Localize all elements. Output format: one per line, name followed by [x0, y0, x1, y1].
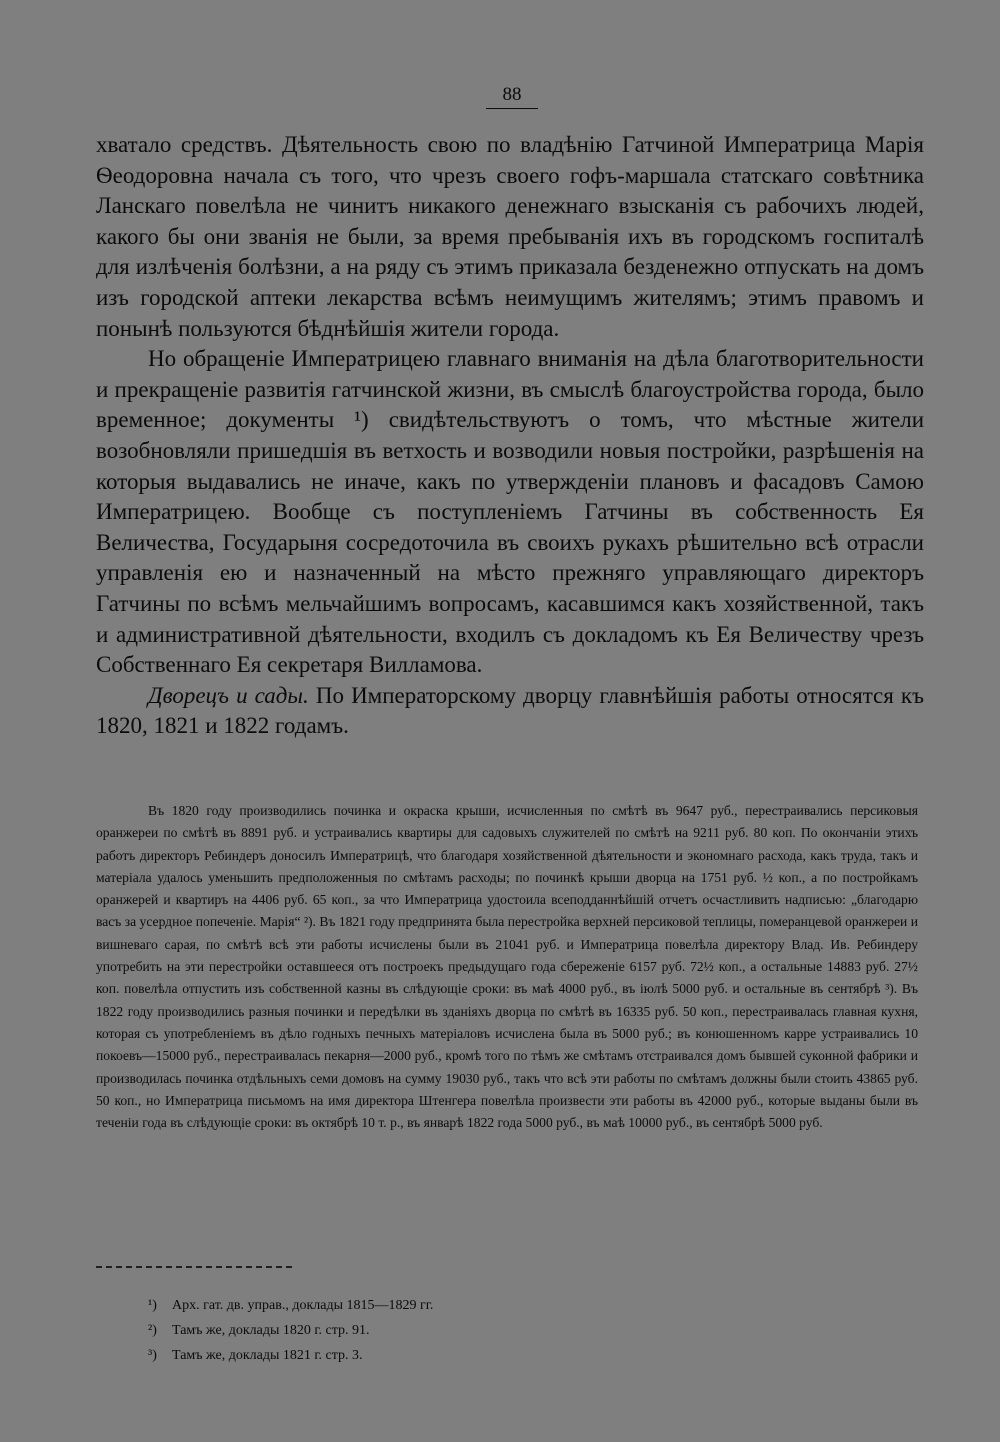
footnote-mark: ³) [148, 1348, 157, 1363]
footnote-divider [96, 1266, 292, 1268]
footnotes [148, 1293, 848, 1368]
footnote-mark: ²) [148, 1323, 157, 1338]
section-text: По Императорскому дворцу главнѣйшія работы относятся къ 1820, 1821 и 1822 годамъ. [96, 682, 924, 739]
paragraph: хватало средствъ. Дѣятельность свою по владѣнію Гатчиной Императрица Марія Ѳеодоровна начала съ того, что чрезъ своего гофъ-маршала статскаго совѣтника Ланскаго повелѣла не чинитъ никакого денежнаго взысканія съ рабочихъ людей, какого бы они званія не были, за время пребыванія ихъ въ городскомъ госпиталѣ для излѣченія болѣзни, а на ряду съ этимъ приказала безденежно отпускать на домъ изъ городской аптеки лекарства всѣмъ неимущимъ жителямъ; этимъ правомъ и понынѣ пользуются бѣднѣйшія жители города. [96, 132, 924, 341]
footnote-item [148, 1343, 848, 1368]
footnote-item [148, 1293, 848, 1318]
footnote-mark: ¹) [148, 1298, 157, 1313]
section-paragraph [96, 681, 924, 742]
small-print-block [96, 800, 918, 1134]
small-print-paragraph: Въ 1820 году производились починка и окраска крыши, исчисленныя по смѣтѣ въ 9647 руб., перестраивались персиковыя оранжереи по смѣтѣ въ 8891 руб. и устраивались квартиры для садовыхъ служителей по смѣтѣ на 9211 руб. 80 коп. По окончаніи этихъ работъ директоръ Ребиндеръ доносилъ Императрицѣ, что благодаря хозяйственной дѣятельности и экономнаго расхода, какъ труда, такъ и матеріала удалось уменьшить предположенныя по смѣтамъ расходы; по починкѣ крыши дворца на 1751 руб. ½ коп., а по постройкамъ оранжерей и квартиръ на 4406 руб. 65 коп., за что Императрица удостоила всеподданнѣйшій отчетъ осчастливить надписью: „благодарю васъ за усердное попеченіе. Марія“ ²). Въ 1821 году предпринята была перестройка верхней персиковой теплицы, померанцевой оранжереи и вишневаго сарая, по смѣтѣ всѣ эти работы исчислены были въ 21041 руб. и Императрица повелѣла директору Влад. Ив. Ребиндеру употребить на эти перестройки оставшееся отъ построекъ предыдущаго года сбереженіе 6157 руб. 72½ коп., а остальные 14883 руб. 27½ коп. повелѣла отпустить изъ собственной казны въ слѣдующіе сроки: въ маѣ 4000 руб., въ іюлѣ 5000 руб. и остальные въ сентябрѣ ³). Въ 1822 году производились разныя починки и передѣлки въ зданіяхъ дворца по смѣтѣ въ 16335 руб. 50 коп., перестраивалась главная кухня, которая съ употребленіемъ въ дѣло годныхъ печныхъ матеріаловъ исчислена была въ 5000 руб.; въ конюшенномъ карре устраивались 10 покоевъ—15000 руб., перестраивалась пекарня—2000 руб., кромѣ того по тѣмъ же смѣтамъ отстраивался домъ бывшей суконной фабрики и производилась починка отдѣльныхъ семи домовъ на сумму 19030 руб., такъ что всѣ эти работы по смѣтамъ должны были стоить 43865 руб. 50 коп., но Императрица письмомъ на имя директора Штенгера повелѣла произвести эти работы въ 42000 руб., которые выданы были въ теченіи года въ слѣдующіе сроки: въ октябрѣ 10 т. р., въ январѣ 1822 года 5000 руб., въ маѣ 10000 руб., въ сентябрѣ 5000 руб. [96, 803, 918, 1131]
footnote-item [148, 1318, 848, 1343]
main-text [96, 130, 924, 742]
paragraph: Но обращеніе Императрицею главнаго вниманія на дѣла благотворительности и прекращеніе развитія гатчинской жизни, въ смыслѣ благоустройства города, было временное; документы ¹) свидѣтельствуютъ о томъ, что мѣстные жители возобновляли пришедшія въ ветхость и возводили новыя постройки, разрѣшенія на которыя выдавались не иначе, какъ по утвержденіи плановъ и фасадовъ Самою Императрицею. Вообще съ поступленіемъ Гатчины въ собственность Ея Величества, Государыня сосредоточила въ своихъ рукахъ рѣшительно всѣ отрасли управленія ею и назначенный на мѣсто прежняго управляющаго директоръ Гатчины по всѣмъ мельчайшимъ вопросамъ, касавшимся какъ хозяйственной, такъ и административной дѣятельности, входилъ съ докладомъ къ Ея Величеству чрезъ Собственнаго Ея секретаря Вилламова. [96, 346, 924, 678]
page-number: 88 [486, 84, 538, 109]
footnote-text: Тамъ же, доклады 1821 г. стр. 3. [172, 1348, 363, 1363]
section-title: Дворецъ и сады. [148, 682, 309, 708]
footnote-text: Тамъ же, доклады 1820 г. стр. 91. [172, 1323, 370, 1338]
footnote-text: Арх. гат. дв. управ., доклады 1815—1829 гг. [172, 1298, 434, 1313]
